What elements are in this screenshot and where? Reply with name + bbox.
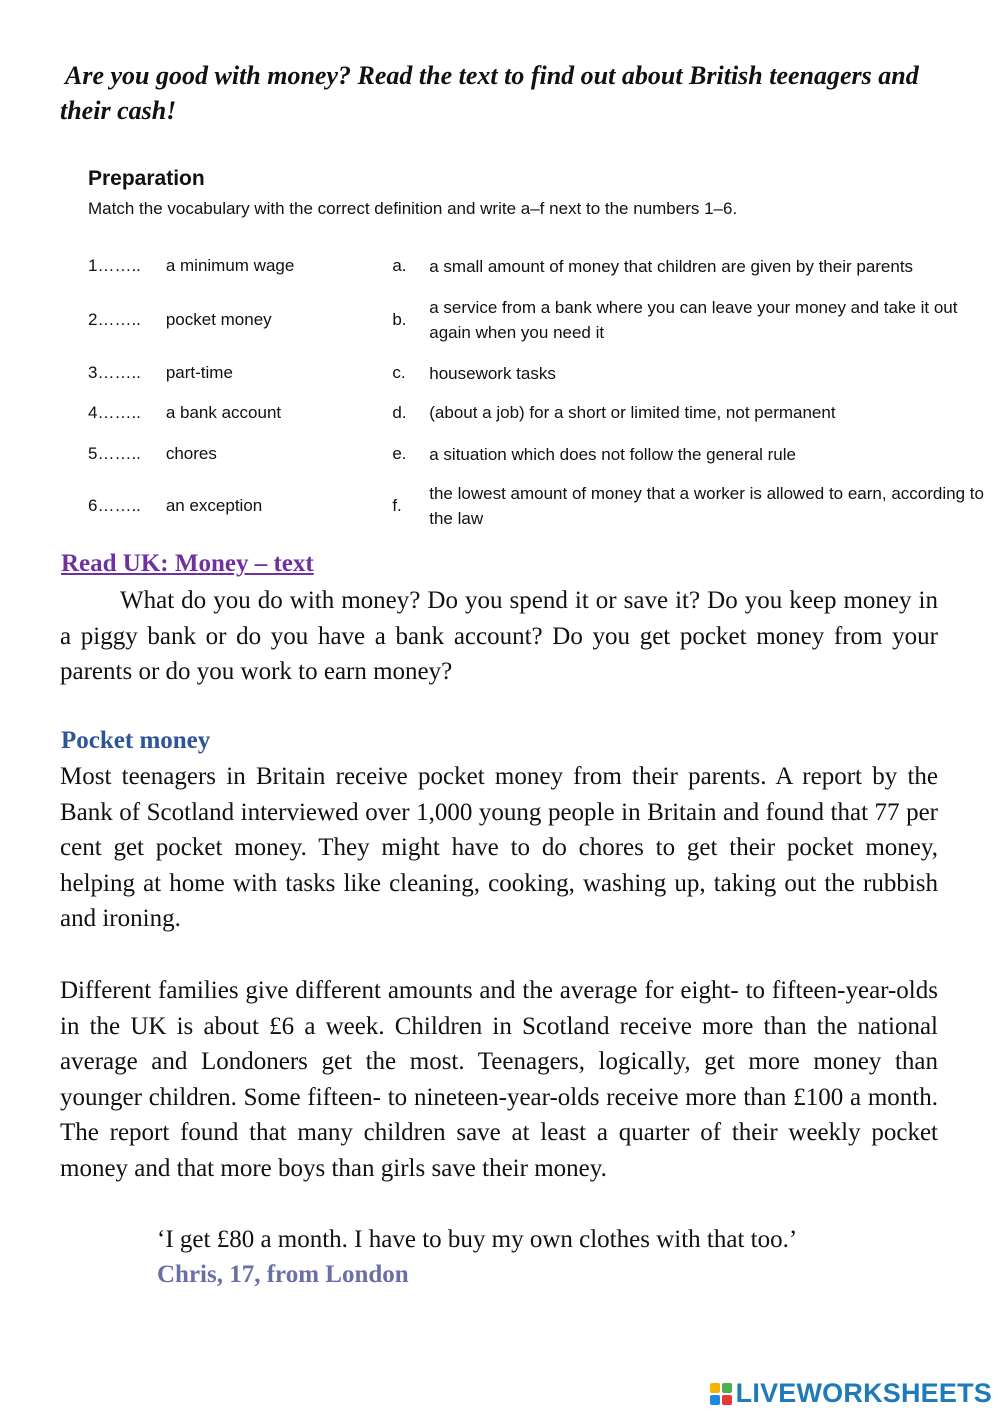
vocab-number[interactable]: 3…….. (88, 363, 141, 382)
definition-letter: e. (392, 444, 407, 463)
vocab-term: part-time (165, 363, 233, 382)
definition-text: a service from a bank where you can leave your money and take it out again when you need it (429, 298, 958, 342)
definition-text: a situation which does not follow the general rule (429, 444, 796, 464)
definition-letter: f. (392, 496, 402, 515)
vocab-row (88, 392, 988, 433)
liveworksheets-brand[interactable] (709, 1378, 992, 1409)
vocab-row (88, 433, 988, 475)
preparation-section (88, 164, 988, 222)
liveworksheets-logo-icon (709, 1382, 733, 1406)
brand-name: LIVEWORKSHEETS (735, 1378, 992, 1408)
definition-text: a small amount of money that children are given by their parents (429, 256, 914, 276)
vocab-number[interactable]: 2…….. (88, 310, 141, 329)
definition-text: (about a job) for a short or limited time, not permanent (429, 403, 836, 422)
vocab-term: an exception (165, 496, 263, 515)
paragraph-pocket-money: Most teenagers in Britain receive pocket money from their parents. A report by the Bank of Scotland interviewed over 1,000 young people in Britain and found that 77 per cent get pocket money. They might have to do chores to get their pocket money, helping at home with tasks like cleaning, cooking, washing up, taking out the rubbish and ironing. (60, 763, 938, 932)
quote-author: Chris, 17, from London (157, 1261, 409, 1288)
intro-question: Are you good with money? Read the text to find out about British teenagers and their cash! (60, 61, 919, 125)
definition-letter: a. (392, 256, 407, 275)
paragraph-amounts: Different families give different amounts and the average for eight- to fifteen-year-olds in the UK is about £6 a week. Children in Scotland receive more than the national average and Londoners get the most. Teenagers, logically, get more money than younger children. Some fifteen- to nineteen-year-olds receive more than £100 a month. The report found that many children save at least a quarter of their weekly pocket money and that more boys than girls save their money. (60, 977, 938, 1182)
definition-letter: d. (392, 402, 407, 422)
vocab-number[interactable]: 5…….. (88, 444, 141, 463)
preparation-instruction: Match the vocabulary with the correct definition and write a–f next to the numbers 1–6. (88, 199, 738, 218)
vocab-row (88, 354, 988, 392)
definition-letter: b. (392, 310, 407, 329)
vocab-term: a minimum wage (165, 256, 295, 275)
vocab-number[interactable]: 1…….. (88, 256, 141, 275)
vocab-term: a bank account (165, 402, 282, 422)
definition-text: the lowest amount of money that a worker is allowed to earn, according to the law (429, 484, 984, 528)
vocab-row (88, 286, 988, 354)
reading-link[interactable]: Read UK: Money – text (61, 550, 314, 577)
vocab-number[interactable]: 6…….. (88, 496, 141, 515)
definition-text: housework tasks (429, 363, 556, 383)
definition-letter: c. (392, 363, 406, 382)
vocabulary-table (88, 246, 988, 537)
vocab-row (88, 475, 988, 537)
vocab-number[interactable]: 4…….. (88, 402, 141, 422)
section-heading-pocket-money: Pocket money (61, 727, 211, 754)
quote-text: ‘I get £80 a month. I have to buy my own clothes with that too.’ (157, 1226, 798, 1253)
intro-paragraph: What do you do with money? Do you spend it or save it? Do you keep money in a piggy bank or do you have a bank account? Do you get pocket money from your parents or do you work to earn money? (60, 587, 938, 685)
vocab-term: chores (165, 444, 217, 463)
vocab-term: pocket money (165, 310, 272, 329)
vocab-row (88, 246, 988, 286)
preparation-title: Preparation (88, 167, 205, 190)
